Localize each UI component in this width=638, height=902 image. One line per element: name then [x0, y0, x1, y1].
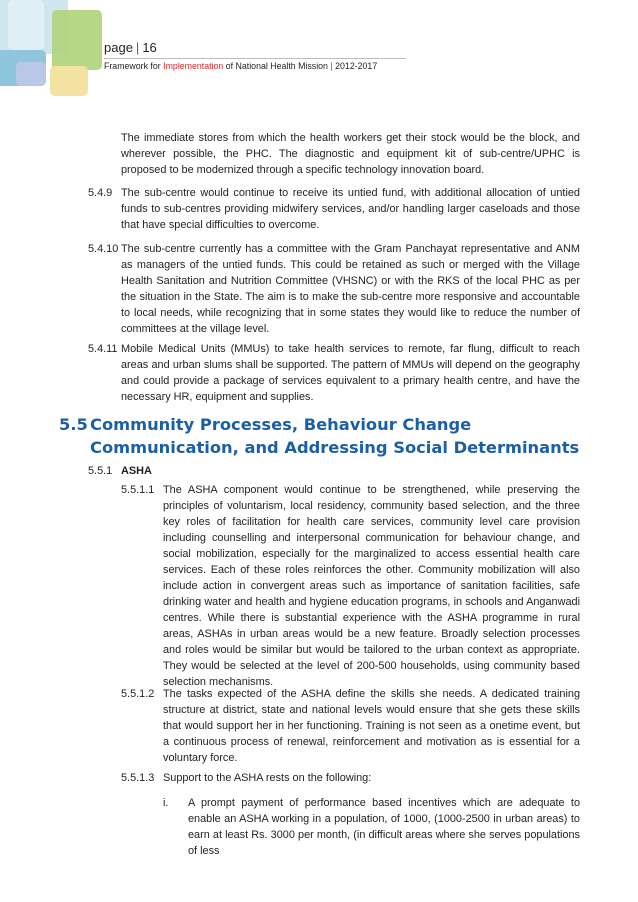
clause-number: 5.4.10	[88, 243, 119, 255]
page-separator: |	[135, 40, 140, 55]
clause-text: The sub-centre currently has a committee with the Gram Panchayat representative and ANM as managers of the untied funds. This could be retained as such or merged with the Village Health Sanitation and Nutrition Committee (VHSNC) or with the RKS of the local PHC as per the situation in the State. The aim is to make the sub-centre more responsive and accountable to local needs, while recognizing that in some states they would like to reduce the number of committees at the village level.	[121, 243, 580, 335]
running-title-years: 2012-2017	[335, 61, 378, 71]
clause-text: Mobile Medical Units (MMUs) to take health services to remote, far flung, difficult to reach areas and urban slums shall be supported. The pattern of MMUs will depend on the geography and could provide a package of services equivalent to a primary health centre, and have the necessary HR, equipment and supplies.	[121, 343, 580, 403]
page-number: 16	[142, 40, 157, 55]
header-rule	[104, 58, 406, 59]
sub-clause-text: The tasks expected of the ASHA define the skills she needs. A dedicated training structure at district, state and national levels would ensure that she gets these skills that would support her in her functioning. Training is not seen as a onetime event, but a continuous process of renewal, reinforcement and motivation as is essential for a voluntary force.	[163, 688, 580, 764]
sub-clause-number: 5.5.1.1	[121, 484, 155, 496]
running-title-separator: |	[327, 61, 336, 71]
running-header	[104, 61, 377, 71]
running-title-highlight: Implementation	[163, 61, 224, 71]
subsection-title: ASHA	[121, 465, 152, 477]
clause-text: The sub-centre would continue to receive its untied fund, with additional allocation of untied funds to sub-centres providing midwifery services, and/or handling larger caseloads and those that have special difficulties to overcome.	[121, 187, 580, 231]
corner-decoration	[16, 62, 46, 86]
corner-decoration	[52, 10, 102, 70]
sub-clause-number: 5.5.1.3	[121, 772, 155, 784]
section-number: 5.5	[59, 415, 88, 434]
running-title-pre: Framework for	[104, 61, 164, 71]
list-item-text: A prompt payment of performance based incentives which are adequate to enable an ASHA working in a population, of 1000, (1000-2500 in urban areas) to earn at least Rs. 3000 per month, (in difficult areas where she serves populations of less	[188, 797, 580, 857]
list-marker: i.	[163, 797, 169, 809]
corner-decoration	[50, 66, 88, 96]
page-word: page	[104, 40, 133, 55]
intro-paragraph: The immediate stores from which the health workers get their stock would be the block, and wherever possible, the PHC. The diagnostic and equipment kit of sub-centre/UPHC is proposed to be modernized through a specific technology innovation board.	[121, 132, 580, 176]
clause-number: 5.4.11	[88, 343, 118, 355]
page-number-label	[104, 40, 157, 55]
sub-clause-number: 5.5.1.2	[121, 688, 155, 700]
sub-clause-text: Support to the ASHA rests on the following:	[163, 772, 372, 784]
corner-decoration	[8, 0, 44, 50]
running-title-post: of National Health Mission	[223, 61, 328, 71]
subsection-number: 5.5.1	[88, 465, 113, 477]
sub-clause-text: The ASHA component would continue to be strengthened, while preserving the principles of voluntarism, local residency, community based selection, and the three key roles of facilitation for health care services, community level care provision including counselling and interpersonal communication for behaviour change, and social mobilization, especially for the marginalized to access essential health care services. Each of these roles reinforces the other. Community mobilization will also include action in convergent areas such as importance of sanitation facilities, safe drinking water and health and hygiene education programs, in schools and Anganwadi centres. While there is substantial experience with the ASHA programme in rural areas, ASHAs in urban areas would be a new feature. Broadly selection processes and roles would be similar but would be tailored to the urban context as appropriate. They would be selected at the level of 200-500 households, using community based selection mechanisms.	[163, 484, 580, 688]
clause-number: 5.4.9	[88, 187, 113, 199]
section-title: Community Processes, Behaviour Change Communication, and Addressing Social Determinants	[90, 415, 580, 457]
